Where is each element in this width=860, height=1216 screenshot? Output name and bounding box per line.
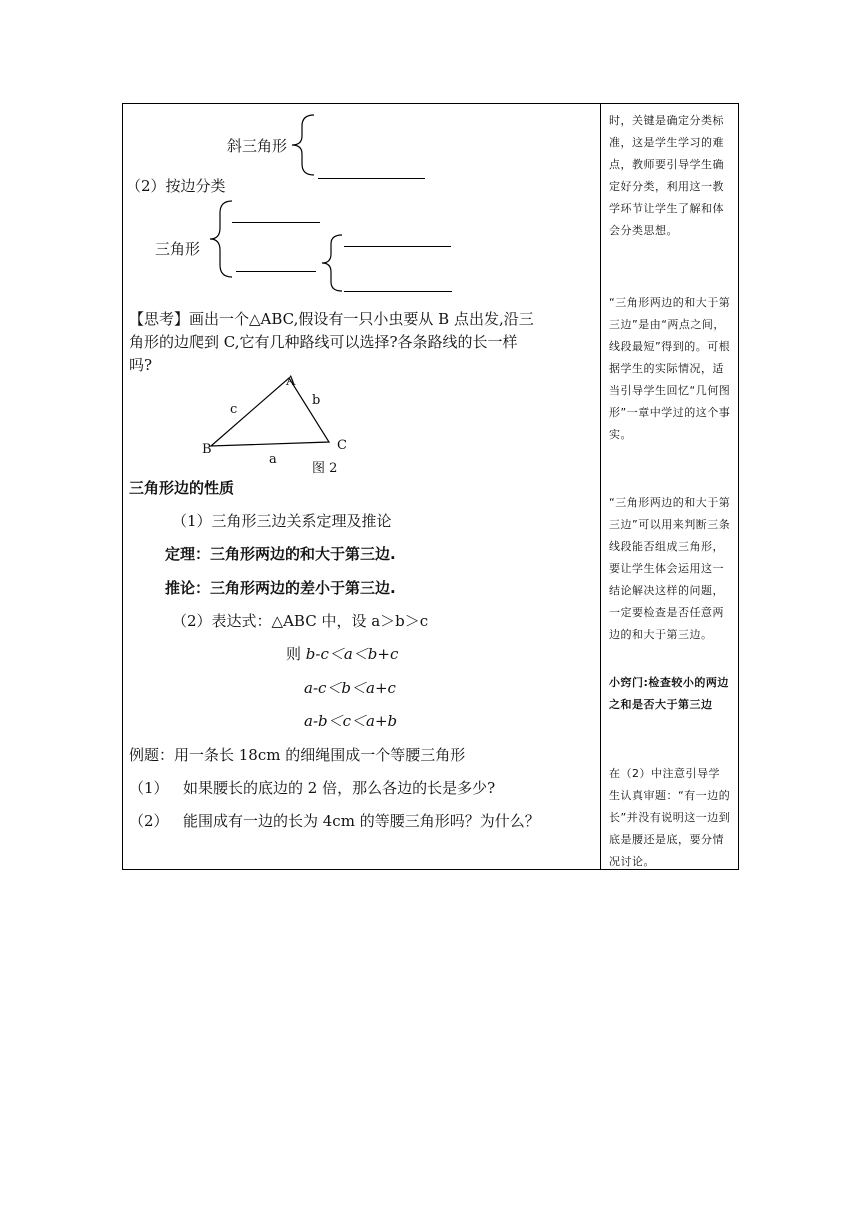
question-1-text: 如果腰长的底边的 2 倍，那么各边的长是多少? xyxy=(183,779,496,797)
think-line-3: 吗? xyxy=(129,356,153,374)
expression-3: a-b＜c＜a+b xyxy=(304,712,398,730)
sidebar-note-1: 时，关键是确定分类标准，这是学生学习的难点，教师要引导学生确定好分类，利用这一教学环节让学生了解和体会分类思想。 xyxy=(609,114,724,237)
brace-by-side xyxy=(206,198,236,280)
oblique-triangle-label: 斜三角形 xyxy=(227,137,288,155)
example-title: 例题：用一条长 18cm 的细绳围成一个等腰三角形 xyxy=(129,746,466,764)
think-line-1: 【思考】画出一个△ABC,假设有一只小虫要从 B 点出发,沿三 xyxy=(129,310,534,328)
properties-heading: 三角形边的性质 xyxy=(129,479,235,497)
figure-caption: 图 2 xyxy=(312,461,338,476)
side-c-label: c xyxy=(230,402,238,417)
table-column-divider xyxy=(600,103,601,870)
question-2-number: （2） xyxy=(129,812,169,830)
sidebar-tip: 小窍门:检查较小的两边之和是否大于第三边 xyxy=(609,676,729,711)
vertex-c-label: C xyxy=(337,438,347,453)
expression-1-prefix: 则 xyxy=(286,645,306,663)
sidebar-note-2: “三角形两边的和大于第三边”是由“两点之间，线段最短”得到的。可根据学生的实际情况，适当引导学生回忆“几何图形”一章中学过的这个事实。 xyxy=(609,296,731,441)
vertex-a-label: A xyxy=(286,374,296,389)
theorem-text: 定理：三角形两边的和大于第三边. xyxy=(165,545,396,563)
properties-item-2: （2）表达式：△ABC 中，设 a＞b＞c xyxy=(172,612,429,630)
triangle-figure xyxy=(195,370,365,470)
side-a-label: a xyxy=(269,452,277,467)
table-border-right xyxy=(738,103,739,870)
table-border-top xyxy=(122,103,739,104)
triangle-label: 三角形 xyxy=(155,240,201,258)
corollary-text: 推论：三角形两边的差小于第三边. xyxy=(165,579,396,597)
blank-line xyxy=(236,271,316,272)
vertex-b-label: B xyxy=(202,442,212,457)
question-2-text: 能围成有一边的长为 4cm 的等腰三角形吗？为什么？ xyxy=(183,812,540,830)
think-line-2: 角形的边爬到 C,它有几种路线可以选择?各条路线的长一样 xyxy=(129,333,518,351)
table-border-left xyxy=(122,103,123,870)
question-1-number: （1） xyxy=(129,779,169,797)
expression-1 xyxy=(286,643,398,664)
blank-line xyxy=(344,291,452,292)
properties-item-1: （1）三角形三边关系定理及推论 xyxy=(172,512,392,530)
blank-line xyxy=(232,222,320,223)
blank-line xyxy=(318,178,425,179)
sidebar-note-3: “三角形两边的和大于第三边”可以用来判断三条线段能否组成三角形，要让学生体会运用这一结论解决这样的问题，一定要检查是否任意两边的和大于第三边。 xyxy=(609,496,731,641)
by-side-heading: （2）按边分类 xyxy=(126,177,226,195)
blank-line xyxy=(344,246,451,247)
brace-inner xyxy=(318,232,346,294)
expression-1-body: b-c＜a＜b+c xyxy=(305,645,399,663)
expression-2: a-c＜b＜a+c xyxy=(304,679,396,697)
brace-oblique xyxy=(288,112,318,178)
side-b-label: b xyxy=(312,393,321,408)
sidebar-note-4: 在（2）中注意引导学生认真审题：“有一边的长”并没有说明这一边到底是腰还是底，要分情况讨论。 xyxy=(609,767,731,868)
